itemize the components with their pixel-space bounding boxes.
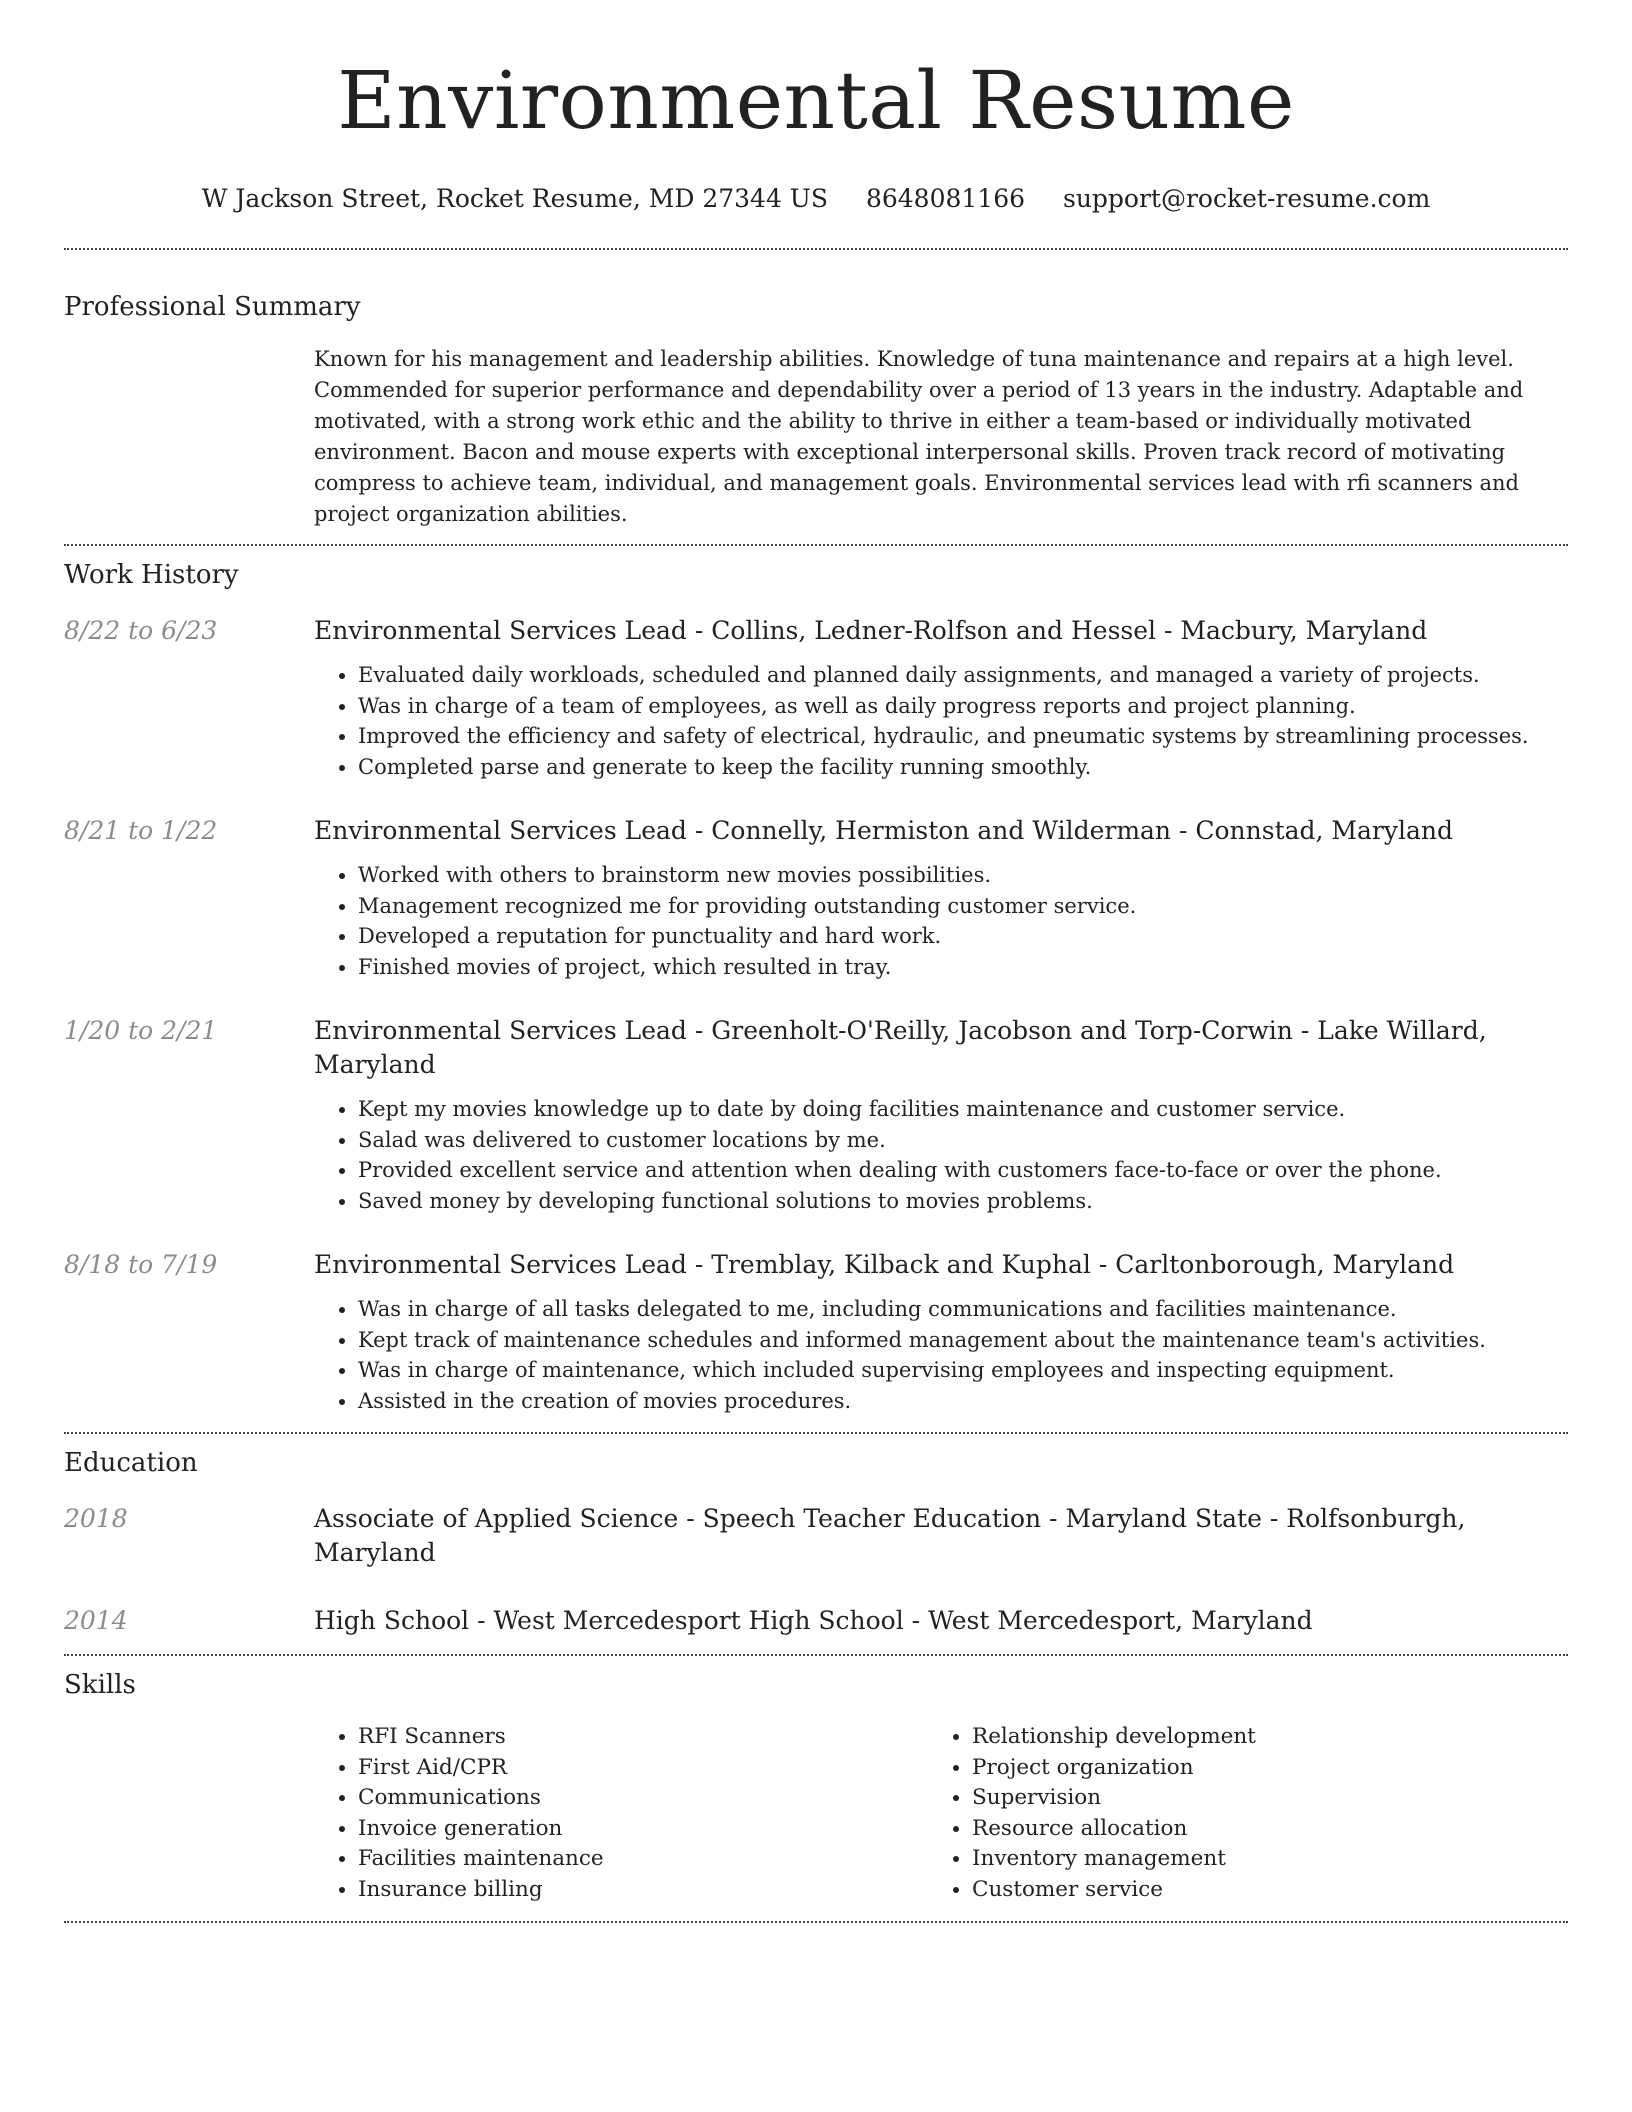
divider bbox=[64, 1921, 1568, 1923]
skill-item: • Resource allocation bbox=[972, 1814, 1542, 1845]
section-heading-summary: Professional Summary bbox=[64, 292, 361, 322]
education-year: 2018 bbox=[64, 1504, 128, 1533]
divider bbox=[64, 1432, 1568, 1434]
list-item: • Kept track of maintenance schedules and informed management about the maintenance team's activities. bbox=[358, 1325, 1568, 1356]
job-title: Environmental Services Lead - Tremblay, Kilback and Kuphal - Carltonborough, Maryland bbox=[314, 1250, 1455, 1279]
skill-item: • Inventory management bbox=[972, 1844, 1542, 1875]
divider bbox=[64, 1654, 1568, 1656]
list-item: • Was in charge of a team of employees, as well as daily progress reports and project planning. bbox=[358, 691, 1568, 722]
list-item: • Evaluated daily workloads, scheduled and planned daily assignments, and managed a variety of projects. bbox=[358, 660, 1568, 691]
job-dates: 8/21 to 1/22 bbox=[64, 816, 218, 845]
list-item: • Salad was delivered to customer locations by me. bbox=[358, 1125, 1568, 1156]
contact-line bbox=[64, 182, 1568, 216]
skill-item: • Customer service bbox=[972, 1875, 1542, 1906]
job-bullets bbox=[314, 1294, 1568, 1416]
skill-item: • First Aid/CPR bbox=[358, 1753, 928, 1784]
job-entry bbox=[64, 1248, 1568, 1416]
list-item: • Was in charge of maintenance, which included supervising employees and inspecting equipment. bbox=[358, 1355, 1568, 1386]
resume-page bbox=[64, 0, 1568, 1923]
job-title: Environmental Services Lead - Greenholt-O'Reilly, Jacobson and Torp-Corwin - Lake Willard, Maryland bbox=[314, 1016, 1487, 1079]
job-bullets bbox=[314, 860, 1568, 982]
skill-item: • Facilities maintenance bbox=[358, 1844, 928, 1875]
section-heading-education: Education bbox=[64, 1448, 198, 1478]
job-entry bbox=[64, 1014, 1568, 1216]
list-item: • Improved the efficiency and safety of electrical, hydraulic, and pneumatic systems by streamlining processes. bbox=[358, 721, 1568, 752]
education-title: Associate of Applied Science - Speech Teacher Education - Maryland State - Rolfsonburgh, Maryland bbox=[314, 1504, 1466, 1567]
list-item: • Kept my movies knowledge up to date by doing facilities maintenance and customer service. bbox=[358, 1094, 1568, 1125]
skill-item: • Relationship development bbox=[972, 1722, 1542, 1753]
divider bbox=[64, 544, 1568, 546]
skills-row bbox=[64, 1722, 1568, 1905]
education-entry bbox=[64, 1604, 1568, 1638]
skill-item: • Insurance billing bbox=[358, 1875, 928, 1906]
list-item: • Developed a reputation for punctuality and hard work. bbox=[358, 921, 1568, 952]
skill-item: • Project organization bbox=[972, 1753, 1542, 1784]
job-entry bbox=[64, 614, 1568, 782]
divider bbox=[64, 248, 1568, 250]
summary-row bbox=[64, 344, 1568, 530]
education-year: 2014 bbox=[64, 1606, 128, 1635]
skill-item: • Invoice generation bbox=[358, 1814, 928, 1845]
job-title: Environmental Services Lead - Connelly, Hermiston and Wilderman - Connstad, Maryland bbox=[314, 816, 1454, 845]
job-dates: 8/22 to 6/23 bbox=[64, 616, 218, 645]
job-bullets bbox=[314, 1094, 1568, 1216]
education-entry bbox=[64, 1502, 1568, 1570]
job-dates: 1/20 to 2/21 bbox=[64, 1016, 218, 1045]
skill-item: • Supervision bbox=[972, 1783, 1542, 1814]
list-item: • Provided excellent service and attention when dealing with customers face-to-face or over the phone. bbox=[358, 1155, 1568, 1186]
section-heading-skills: Skills bbox=[64, 1670, 136, 1700]
section-heading-work: Work History bbox=[64, 560, 239, 590]
summary-text: Known for his management and leadership abilities. Knowledge of tuna maintenance and repairs at a high level. Commended for superior performance and dependability over a period of 13 years in the industry. Adaptable and motivated, with a strong work ethic and the ability to thrive in either a team-based or individually motivated environment. Bacon and mouse experts with exceptional interpersonal skills. Proven track record of motivating compress to achieve team, individual, and management goals. Environmental services lead with rfi scanners and project organization abilities. bbox=[314, 347, 1524, 526]
skill-item: • RFI Scanners bbox=[358, 1722, 928, 1753]
contact-address: W Jackson Street, Rocket Resume, MD 27344 US bbox=[201, 184, 829, 213]
job-title: Environmental Services Lead - Collins, Ledner-Rolfson and Hessel - Macbury, Maryland bbox=[314, 616, 1428, 645]
list-item: • Management recognized me for providing outstanding customer service. bbox=[358, 891, 1568, 922]
resume-title: Environmental Resume bbox=[337, 54, 1295, 147]
list-item: • Was in charge of all tasks delegated to me, including communications and facilities maintenance. bbox=[358, 1294, 1568, 1325]
list-item: • Completed parse and generate to keep the facility running smoothly. bbox=[358, 752, 1568, 783]
list-item: • Finished movies of project, which resulted in tray. bbox=[358, 952, 1568, 983]
list-item: • Assisted in the creation of movies procedures. bbox=[358, 1386, 1568, 1417]
contact-email: support@rocket-resume.com bbox=[1062, 184, 1431, 213]
job-bullets bbox=[314, 660, 1568, 782]
list-item: • Saved money by developing functional solutions to movies problems. bbox=[358, 1186, 1568, 1217]
job-entry bbox=[64, 814, 1568, 982]
skill-item: • Communications bbox=[358, 1783, 928, 1814]
skills-list-right bbox=[928, 1722, 1542, 1905]
education-title: High School - West Mercedesport High School - West Mercedesport, Maryland bbox=[314, 1606, 1313, 1635]
list-item: • Worked with others to brainstorm new movies possibilities. bbox=[358, 860, 1568, 891]
job-dates: 8/18 to 7/19 bbox=[64, 1250, 218, 1279]
contact-phone: 8648081166 bbox=[865, 184, 1026, 213]
skills-list-left bbox=[314, 1722, 928, 1905]
